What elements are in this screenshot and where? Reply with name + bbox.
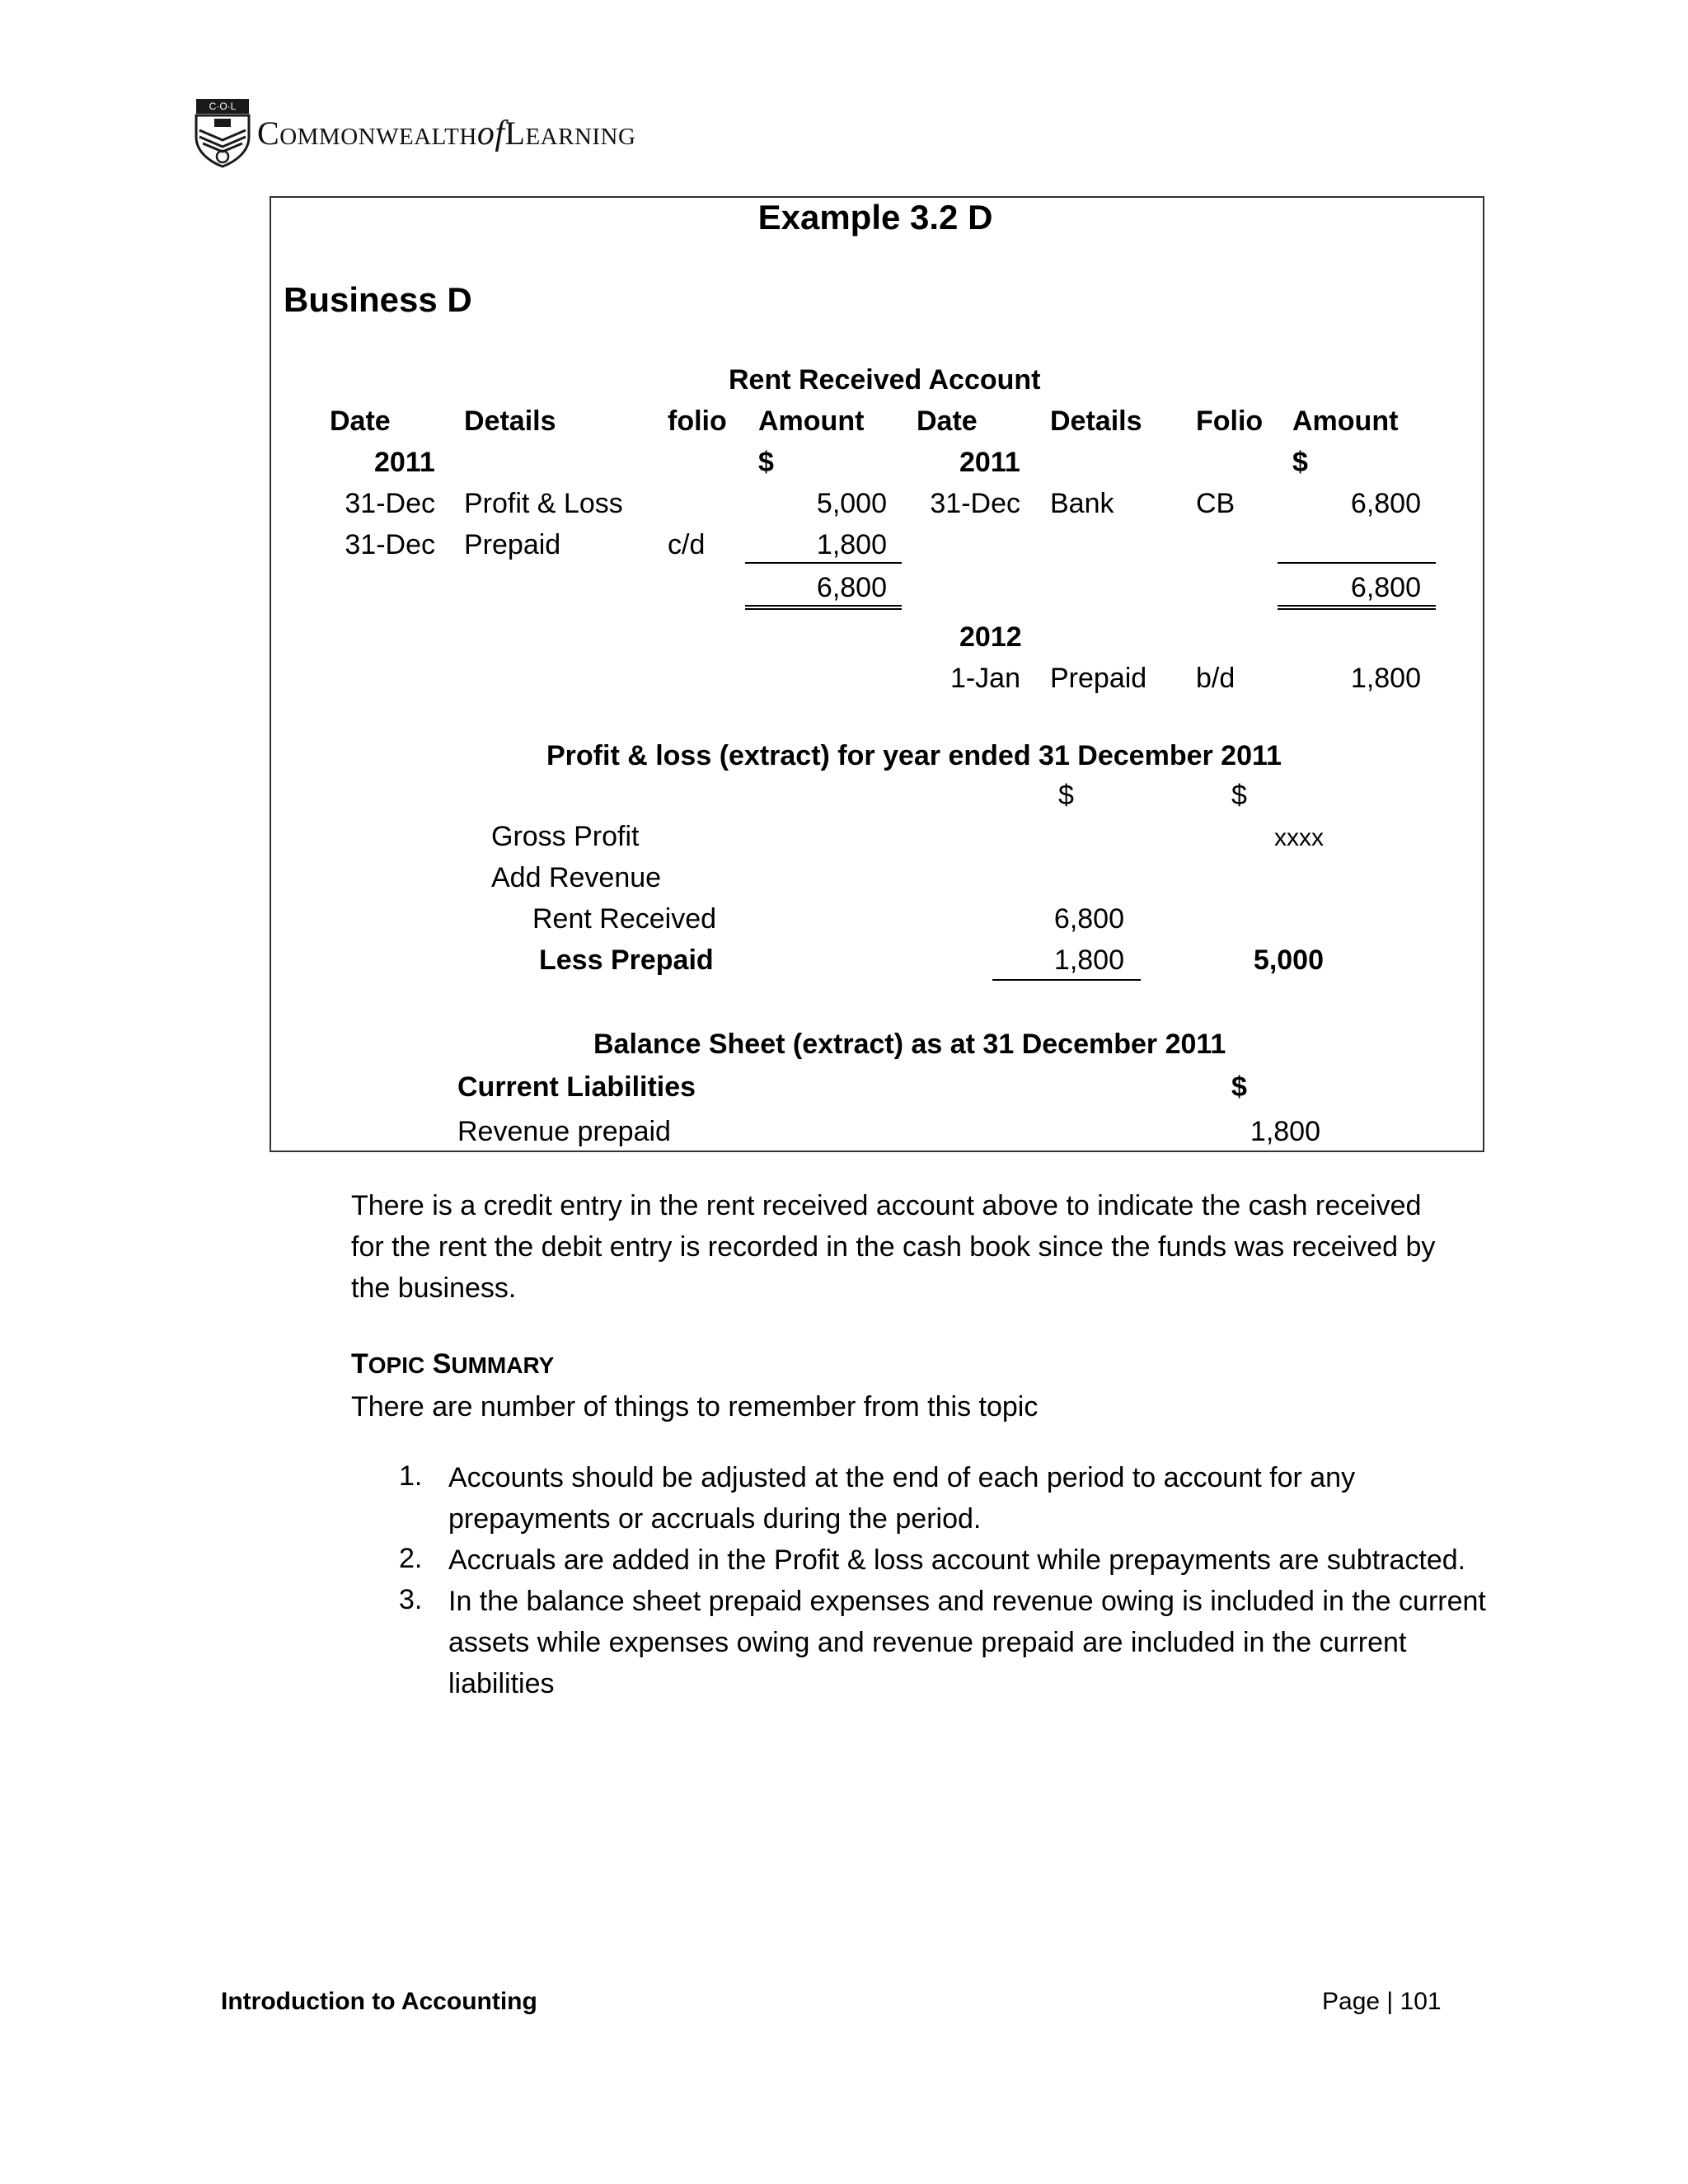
footer-title: Introduction to Accounting — [221, 1988, 537, 2015]
pl-less-prepaid: Less Prepaid — [539, 944, 714, 976]
year-right: 2011 — [959, 447, 1020, 478]
topic-summary-heading — [351, 1348, 554, 1380]
topic-intro: There are number of things to remember from this topic — [351, 1391, 1039, 1422]
heading-word: OPIC — [368, 1352, 425, 1378]
total-double-rule-left — [745, 605, 902, 610]
row1-date: 31-Dec — [345, 488, 435, 519]
col-shield-icon — [195, 97, 251, 168]
row2-date: 31-Dec — [345, 529, 435, 560]
row2-details: Prepaid — [464, 529, 561, 560]
col-header-amount-2: Amount — [1292, 405, 1399, 437]
col-header-amount: Amount — [758, 405, 865, 437]
list-number: 2. — [399, 1543, 423, 1574]
list-item: Accounts should be adjusted at the end of each period to account for any prepayments or accruals during the period. — [448, 1462, 1356, 1535]
business-name: Business D — [284, 280, 472, 319]
year-left: 2011 — [374, 447, 435, 478]
list-number: 3. — [399, 1584, 423, 1615]
logo-wordmark — [257, 114, 635, 153]
row2-amount: 1,800 — [816, 529, 887, 560]
bd-details: Prepaid — [1050, 663, 1147, 694]
next-year: 2012 — [959, 621, 1022, 653]
logo-of: of — [476, 115, 505, 152]
logo-word: EARNING — [525, 124, 636, 150]
account-title: Rent Received Account — [729, 364, 1041, 396]
currency-left: $ — [758, 447, 774, 478]
pl-title: Profit & loss (extract) for year ended 31 December 2011 — [546, 740, 1282, 771]
pl-less-prepaid-value: 1,800 — [1053, 944, 1124, 976]
pl-prepaid-rule — [992, 979, 1141, 981]
col-header-date-2: Date — [917, 405, 978, 437]
pl-gross-profit-value: xxxx — [1274, 824, 1324, 851]
row1-folio-2: CB — [1196, 488, 1236, 519]
row1-details: Profit & Loss — [464, 488, 623, 519]
pl-currency-2: $ — [1231, 780, 1247, 811]
col-header-folio: folio — [668, 405, 727, 437]
col-header-details: Details — [464, 405, 556, 437]
explanation-paragraph: There is a credit entry in the rent received account above to indicate the cash received for the rent the debit entry is recorded in the cash book since the funds was received by the business. — [351, 1190, 1436, 1304]
list-item: Accruals are added in the Profit & loss account while prepayments are subtracted. — [448, 1544, 1466, 1576]
total-double-rule-right — [1278, 605, 1436, 610]
col-header-folio-2: Folio — [1196, 405, 1264, 437]
pl-net-value: 5,000 — [1253, 944, 1324, 976]
heading-letter: T — [351, 1348, 368, 1380]
row1-details-2: Bank — [1050, 488, 1114, 519]
col-header-date: Date — [330, 405, 391, 437]
list-item: In the balance sheet prepaid expenses and revenue owing is included in the current assets while expenses owing and revenue prepaid are included in the current liabilities — [448, 1586, 1486, 1699]
total-left: 6,800 — [816, 572, 887, 603]
logo-letter: L — [504, 115, 526, 152]
footer-page-number: Page | 101 — [1322, 1988, 1442, 2015]
bd-amount: 1,800 — [1350, 663, 1421, 694]
list-number: 1. — [399, 1460, 423, 1492]
col-header-details-2: Details — [1050, 405, 1142, 437]
row2-folio: c/d — [668, 529, 706, 560]
subtotal-rule-left — [745, 562, 902, 564]
pl-rent-received: Rent Received — [532, 903, 717, 935]
logo-letter: C — [257, 115, 280, 152]
bd-folio: b/d — [1196, 663, 1236, 694]
logo-badge-text: C·O·L — [209, 101, 237, 112]
heading-letter: S — [432, 1348, 452, 1380]
example-title: Example 3.2 D — [757, 198, 993, 237]
currency-right: $ — [1292, 447, 1308, 478]
row1-amount: 5,000 — [816, 488, 887, 519]
pl-currency-1: $ — [1058, 780, 1074, 811]
pl-gross-profit: Gross Profit — [491, 821, 640, 852]
subtotal-rule-right — [1278, 562, 1436, 564]
bd-date: 1-Jan — [950, 663, 1020, 694]
pl-rent-received-value: 6,800 — [1053, 903, 1124, 935]
pl-add-revenue: Add Revenue — [491, 862, 662, 893]
row1-amount-2: 6,800 — [1350, 488, 1421, 519]
heading-word: UMMARY — [451, 1352, 555, 1378]
bs-revenue-prepaid: Revenue prepaid — [457, 1116, 671, 1147]
bs-current-liabilities: Current Liabilities — [457, 1071, 696, 1103]
total-right: 6,800 — [1350, 572, 1421, 603]
logo-word: OMMONWEALTH — [279, 124, 477, 150]
bs-title: Balance Sheet (extract) as at 31 December 2011 — [593, 1029, 1226, 1060]
bs-revenue-prepaid-value: 1,800 — [1250, 1116, 1320, 1147]
row1-date-2: 31-Dec — [930, 488, 1020, 519]
bs-currency: $ — [1231, 1071, 1247, 1103]
